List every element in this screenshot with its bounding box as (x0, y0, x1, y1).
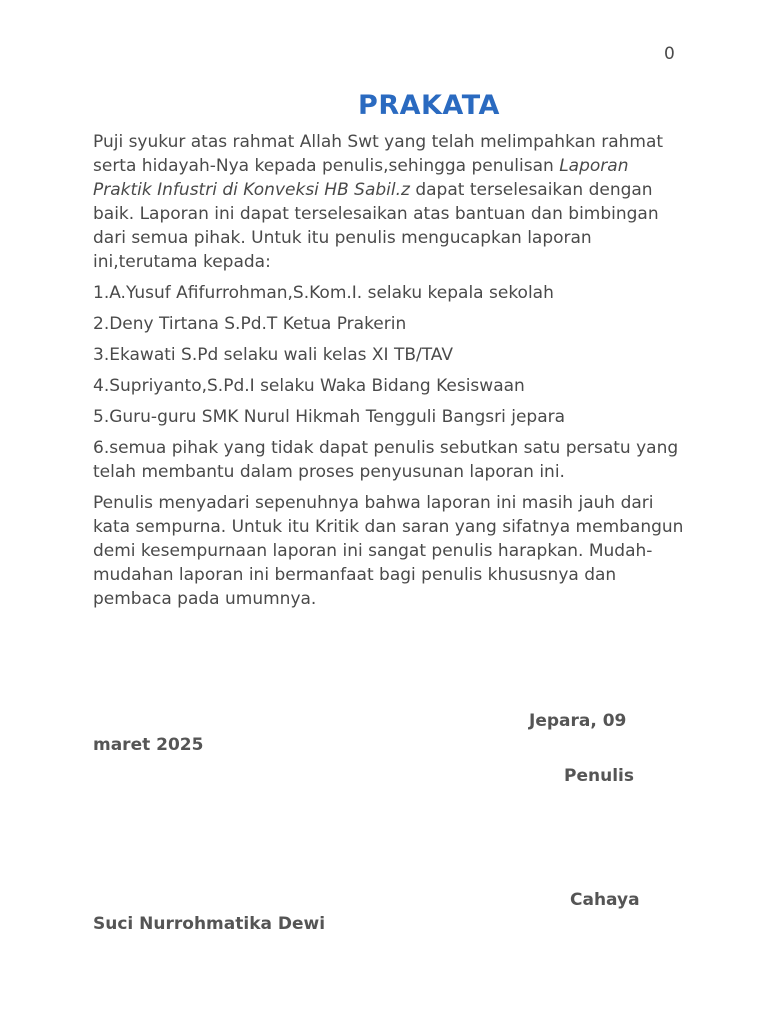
signature-date (93, 709, 685, 757)
thanks-list (93, 281, 685, 484)
list-item: 2.Deny Tirtana S.Pd.T Ketua Prakerin (93, 314, 407, 334)
signature-date-text: Jepara, 09 maret 2025 (93, 711, 627, 755)
signature-role-text: Penulis (564, 766, 634, 786)
list-item: 1.A.Yusuf Afifurrohman,S.Kom.I. selaku kepala sekolah (93, 283, 554, 303)
intro-text-start: Puji syukur atas rahmat Allah Swt yang telah melimpahkan rahmat serta hidayah-Nya kepada penulis,sehingga penulisan (93, 132, 664, 176)
list-item: 5.Guru-guru SMK Nurul Hikmah Tengguli Bangsri jepara (93, 407, 566, 427)
page-title: PRAKATA (358, 90, 500, 121)
intro-paragraph (93, 130, 685, 274)
page-number: 0 (664, 44, 675, 64)
signature-role (93, 764, 685, 788)
document-body (93, 130, 685, 618)
report-title-italic: Laporan Praktik Infustri di Konveksi HB Sabil.z (93, 156, 629, 200)
signature-name-text: Cahaya Suci Nurrohmatika Dewi (93, 890, 640, 934)
signature-name (93, 888, 685, 936)
list-item: 3.Ekawati S.Pd selaku wali kelas XI TB/TAV (93, 345, 453, 365)
closing-paragraph: Penulis menyadari sepenuhnya bahwa laporan ini masih jauh dari kata sempurna. Untuk itu Kritik dan saran yang sifatnya membangun demi kesempurnaan laporan ini sangat penulis harapkan. Mudah-mudahan laporan ini bermanfaat bagi penulis khususnya dan pembaca pada umumnya. (93, 493, 684, 609)
list-item: 6.semua pihak yang tidak dapat penulis sebutkan satu persatu yang telah membantu dalam proses penyusunan laporan ini. (93, 438, 679, 482)
list-item: 4.Supriyanto,S.Pd.I selaku Waka Bidang Kesiswaan (93, 376, 525, 396)
intro-text-end: dapat terselesaikan dengan baik. Laporan ini dapat terselesaikan atas bantuan dan bimbingan dari semua pihak. Untuk itu penulis mengucapkan laporan ini,terutama kepada: (93, 180, 659, 272)
